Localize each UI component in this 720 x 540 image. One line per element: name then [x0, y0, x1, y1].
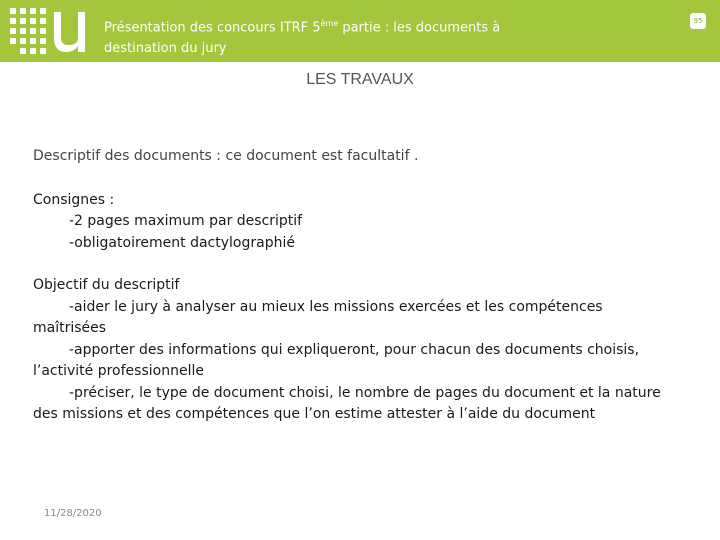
header-title — [104, 13, 544, 59]
header-title-line2: destination du jury — [104, 41, 227, 57]
objectif-item-continuation: l’activité professionnelle — [33, 363, 204, 379]
objectif-item-continuation: des missions et des compétences que l’on estime attester à l’aide du document — [33, 406, 596, 422]
page-number-badge: 95 — [690, 13, 706, 29]
header-bar — [0, 0, 720, 62]
objectif-item-line: -préciser, le type de document choisi, le nombre de pages du document et la nature — [69, 384, 661, 401]
consignes-item: -obligatoirement dactylographié — [69, 234, 295, 251]
objectif-item-continuation: maîtrisées — [33, 320, 107, 336]
slide-date: 11/28/2020 — [44, 508, 102, 519]
intro-text: Descriptif des documents : ce document est facultatif . — [33, 148, 419, 164]
slide-body — [33, 146, 693, 447]
university-logo-icon — [8, 6, 98, 56]
objectif-item-line: -aider le jury à analyser au mieux les missions exercées et les compétences — [69, 298, 603, 315]
objectif-heading: Objectif du descriptif — [33, 277, 180, 293]
consignes-item: -2 pages maximum par descriptif — [69, 213, 303, 229]
objectif-block — [33, 275, 693, 426]
section-title: LES TRAVAUX — [306, 71, 414, 88]
consignes-heading: Consignes : — [33, 191, 115, 208]
consignes-block — [33, 190, 693, 255]
header-title-line1: Présentation des concours ITRF 5ème partie : les documents à — [104, 19, 501, 36]
objectif-item-line: -apporter des informations qui expliqueront, pour chacun des documents choisis, — [69, 341, 640, 358]
